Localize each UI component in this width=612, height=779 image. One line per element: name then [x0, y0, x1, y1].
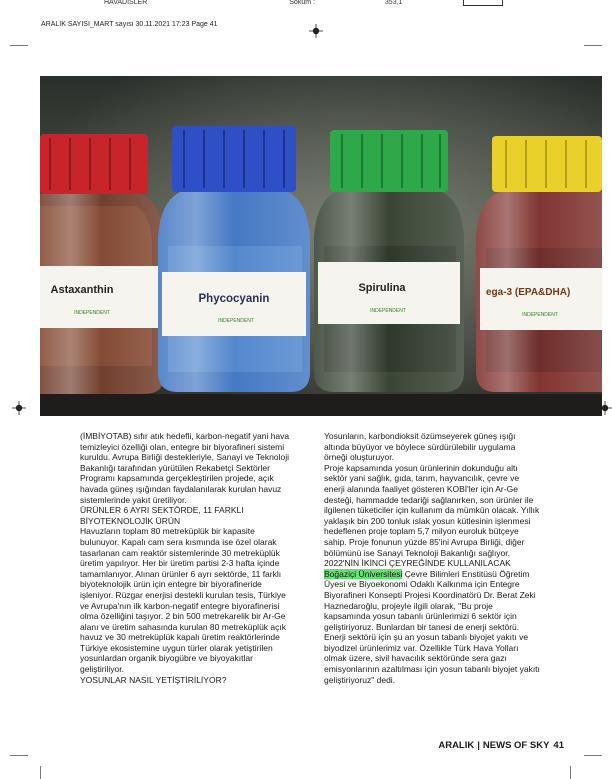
- slug-text-2: Sokum :: [289, 0, 315, 5]
- crop-mark: [570, 766, 571, 779]
- registration-mark-icon: [12, 401, 26, 415]
- jar-omega-3: [476, 136, 602, 392]
- right-paragraph-1: Yosunların, karbondioksit özümseyerek güneş ışığı altında büyüyor ve böylece sürdürülebilir uygulama örneği oluşturuyor.: [324, 431, 516, 463]
- jar-brand-4: INDEPENDENT: [522, 312, 558, 318]
- jar-brand-2: INDEPENDENT: [218, 318, 254, 324]
- jar-phycocyanin: [158, 126, 310, 392]
- left-paragraph-2: Havuzların toplam 80 metreküplük bir kapasite bulunuyor. Kapalı cam sera kısmında ise özel olarak tasarlanan cam reaktör sistemlerinde 30 metreküplük üretim yapılıyor. Her bir üretim partisi 2-3 hafta içinde tamamlanıyor. Alınan ürünler 6 ayrı sektörde, 11 farklı biyoteknolojik ürün için entegre bir biyorafineride işleniyor. Rüzgar enerjisi destekli kurulan tesis, Türkiye ve Avrupa'nın ilk karbon-negatif entegre biyorafinerisi olma özelliğini taşıyor. 2 bin 500 metrekarelik bir Ar-Ge alanı ve üretim sahasında kurulan 80 metreküplük açık havuz ve 30 metreküplük kapalı üretim reaktörlerinde Türkiye ekosistemine uygun türler olarak yetiştirilen yosunlardan organik biyogübre ve biyoyakıtlar geliştiriliyor.: [80, 526, 287, 675]
- jar-label-omega-3: ega-3 (EPA&DHA): [486, 287, 571, 298]
- page-number: 41: [553, 740, 564, 751]
- jar-label-spirulina: Spirulina: [358, 282, 406, 294]
- article-column-left: [80, 431, 296, 685]
- footer-magazine: NEWS OF SKY: [482, 740, 550, 751]
- right-paragraph-3-text: Çevre Bilimleri Enstitüsü Öğretim Üyesi ve Biyoekonomi Odaklı Kalkınma için Entegre Biyorafineri Konsepti Projesi Koordinatörü Dr. Berat Zeki Haznedaroğlu, projeyle ilgili olarak, "Bu proje kapsamında yosun tabanlı ürünlerimizi 6 sektör için geliştiriyoruz. Bunlardan bir tanesi de enerji sektörü. Enerji sektörü için şu an yosun tabanlı biyojet yakıtı ve biyodizel ürünlerimiz var. Özellikle Türk Hava Yolları olmak üzere, sivil havacılık sektöründe sera gazı emisyonlarının azaltılması için yosun tabanlı biyojet yakıtı geliştiriyoruz" dedi.: [324, 568, 540, 685]
- footer-month: ARALIK: [438, 740, 475, 751]
- right-subheading-1: 2022'NİN İKİNCİ ÇEYREĞİNDE KULLANILACAK: [324, 558, 511, 569]
- print-slug: [60, 0, 492, 5]
- slug-text-3: 353,1: [384, 0, 403, 5]
- crop-mark: [584, 755, 602, 756]
- slug-box: [463, 0, 503, 6]
- crop-mark: [40, 766, 41, 779]
- left-subheading-2: YOSUNLAR NASIL YETİŞTİRİLİYOR?: [80, 674, 227, 685]
- crop-mark: [10, 45, 28, 46]
- right-paragraph-2: Proje kapsamında yosun ürünlerinin dokunduğu altı sektör yani sağlık, gıda, tarım, hayvancılık, çevre ve enerji alanında faaliyet gösteren KOBİ'ler için Ar-Ge desteği, hammadde tedariği sağlanırken, son ürünler ile ilgilenen tüketiciler için kullanım da mümkün olacak. Yıllık yaklaşık bin 200 tonluk ıslak yosun kütlesinin işlenmesi hedeflenen proje toplam 5,7 milyon euroluk bütçeye sahip. Proje fonunun yüzde 85'ini Avrupa Birliği, diğer bölümünü ise Sanayi Teknoloji Bakanlığı sağlıyor.: [324, 462, 540, 558]
- crop-mark: [10, 755, 28, 756]
- slug-text-1: HAVADISLER: [104, 0, 148, 5]
- article-column-right: [324, 431, 540, 685]
- jar-astaxanthin: [40, 134, 164, 394]
- right-paragraph-3: [324, 569, 540, 686]
- jar-brand-1: INDEPENDENT: [74, 310, 110, 316]
- highlighted-university-name: Boğaziçi Üniversitesi: [324, 568, 403, 579]
- registration-mark-icon: [309, 24, 323, 38]
- jar-label-astaxanthin: Astaxanthin: [50, 284, 114, 296]
- jar-spirulina: [314, 130, 464, 392]
- jar-label-phycocyanin: Phycocyanin: [198, 293, 270, 305]
- jar-brand-3: INDEPENDENT: [370, 308, 406, 314]
- left-subheading-1: ÜRÜNLER 6 AYRI SEKTÖRDE, 11 FARKLI BİYOTEKNOLOJİK ÜRÜN: [80, 505, 244, 526]
- product-jars-photo: [40, 76, 602, 416]
- crop-mark: [584, 45, 602, 46]
- page-footer: [438, 740, 564, 751]
- left-paragraph-1: (İMBİYOTAB) sıfır atık hedefli, karbon-negatif yani hava temizleyici özelliği olan, entegre bir biyorafineri sistemi kuruldu. Avrupa Birliği destekleriyle, Sanayi ve Teknoloji Bakanlığı tarafından yürütülen Rekabetçi Sektörler Programı kapsamında gerçekleştirilen projede, açık havada güneş ışığından faydalanılarak kurulan havuz sistemlerinde yakıt üretiliyor.: [80, 431, 290, 505]
- footer-separator: |: [477, 740, 480, 751]
- print-header: ARALIK SAYISI_MART sayısı 30.11.2021 17:23 Page 41: [41, 21, 218, 28]
